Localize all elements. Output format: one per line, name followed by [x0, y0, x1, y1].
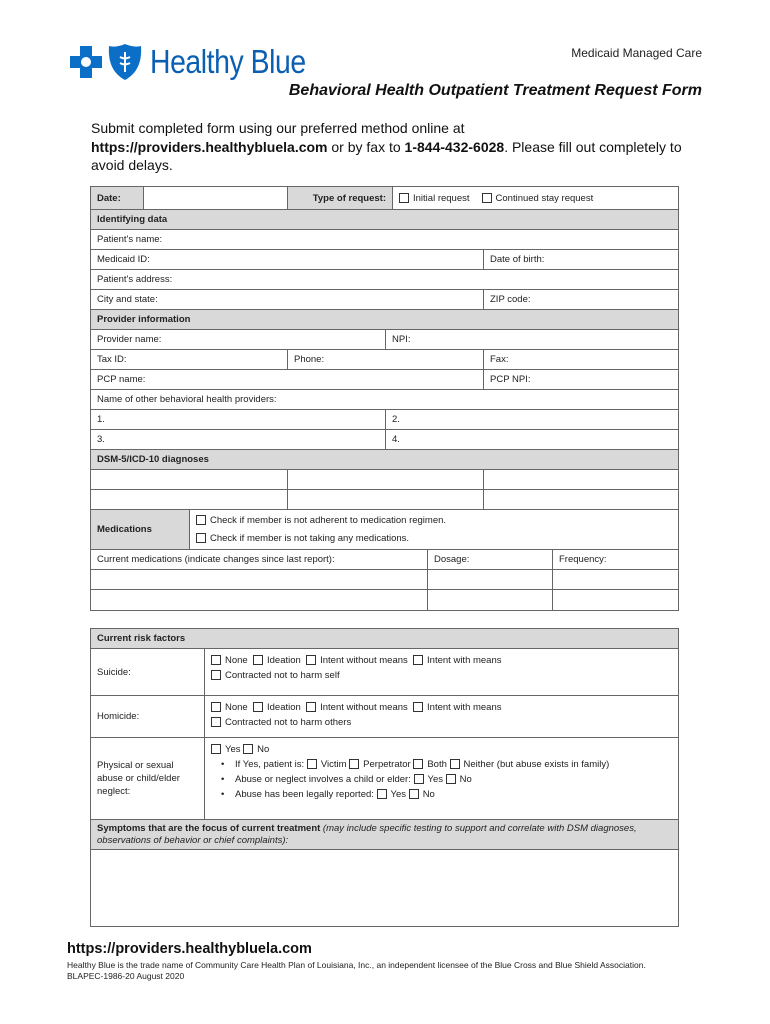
- homicide-ideation-checkbox[interactable]: [253, 702, 263, 712]
- pcp-name-field[interactable]: PCP name:: [97, 374, 146, 385]
- provider-2-field[interactable]: 2.: [385, 410, 678, 429]
- risk-header: [91, 629, 678, 649]
- homicide-label: Homicide:: [91, 696, 205, 737]
- homicide-none-checkbox[interactable]: [211, 702, 221, 712]
- medicaid-dob-row: [91, 250, 678, 270]
- initial-request-checkbox[interactable]: [399, 193, 409, 203]
- continued-stay-checkbox[interactable]: [482, 193, 492, 203]
- symptoms-textarea[interactable]: [91, 850, 678, 926]
- dosage-label: Dosage:: [427, 550, 552, 569]
- med-row-2: [91, 590, 678, 610]
- blue-cross-icon: [68, 44, 104, 80]
- intent-with-label: Intent with means: [427, 655, 502, 666]
- footer-code: BLAPEC-1986-20 August 2020: [67, 971, 185, 981]
- med-row-1: [91, 570, 678, 590]
- medicaid-id-field[interactable]: Medicaid ID:: [97, 254, 150, 265]
- victim-checkbox[interactable]: [307, 759, 317, 769]
- neither-label: Neither (but abuse exists in family): [463, 759, 610, 770]
- if-yes-label: If Yes, patient is:: [235, 759, 305, 770]
- date-field[interactable]: [143, 187, 287, 209]
- risk-header-label: Current risk factors: [97, 633, 186, 644]
- dsm-cell[interactable]: [483, 490, 678, 509]
- city-zip-row: [91, 290, 678, 310]
- tax-phone-fax-row: [91, 350, 678, 370]
- footer-url[interactable]: https://providers.healthybluela.com: [67, 941, 312, 957]
- contracted-self-label: Contracted not to harm self: [225, 670, 340, 681]
- dob-field[interactable]: Date of birth:: [483, 250, 678, 269]
- involves-yes-checkbox[interactable]: [414, 774, 424, 784]
- not-adherent-label: Check if member is not adherent to medication regimen.: [210, 514, 447, 526]
- dsm-cell[interactable]: [287, 490, 483, 509]
- dsm-cell[interactable]: [91, 470, 287, 489]
- dsm-cell[interactable]: [483, 470, 678, 489]
- pcp-npi-field[interactable]: PCP NPI:: [483, 370, 678, 389]
- med-frequency-cell[interactable]: [552, 590, 678, 610]
- provider-info-header: [91, 310, 678, 330]
- pcp-row: [91, 370, 678, 390]
- abuse-options: [205, 738, 678, 819]
- not-taking-label: Check if member is not taking any medications.: [210, 532, 410, 544]
- yes-label: Yes: [225, 744, 241, 755]
- contracted-others-checkbox[interactable]: [211, 717, 221, 727]
- phone-field[interactable]: Phone:: [287, 350, 483, 369]
- abuse-no-checkbox[interactable]: [243, 744, 253, 754]
- date-label: Date:: [91, 187, 143, 209]
- intro-text: [91, 119, 691, 175]
- suicide-row: [91, 649, 678, 696]
- other-providers-label: Name of other behavioral health providers:: [97, 394, 277, 405]
- not-taking-checkbox[interactable]: [196, 533, 206, 543]
- medications-options: [189, 510, 678, 549]
- med-dosage-cell[interactable]: [427, 590, 552, 610]
- fax-field[interactable]: Fax:: [483, 350, 678, 369]
- healthy-blue-logo: [68, 40, 331, 84]
- reported-yes-checkbox[interactable]: [377, 789, 387, 799]
- address-label: Patient's address:: [97, 274, 173, 285]
- med-name-cell[interactable]: [91, 590, 427, 610]
- address-row[interactable]: [91, 270, 678, 290]
- npi-field[interactable]: NPI:: [385, 330, 678, 349]
- footer-trademark: Healthy Blue is the trade name of Community Care Health Plan of Louisiana, Inc., an independent licensee of the Blue Cross and Blue Shield Association.: [67, 960, 646, 970]
- suicide-ideation-checkbox[interactable]: [253, 655, 263, 665]
- providers-3-4-row: [91, 430, 678, 450]
- dsm-label: DSM-5/ICD-10 diagnoses: [97, 454, 209, 465]
- other-providers-row: [91, 390, 678, 410]
- none-label: None: [225, 702, 248, 713]
- suicide-options: [205, 649, 678, 695]
- none-label: None: [225, 655, 248, 666]
- involves-label: Abuse or neglect involves a child or elder:: [235, 774, 411, 785]
- medicaid-managed-care-label: Medicaid Managed Care: [571, 46, 702, 60]
- med-dosage-cell[interactable]: [427, 570, 552, 589]
- ideation-label: Ideation: [267, 655, 301, 666]
- homicide-intent-without-checkbox[interactable]: [306, 702, 316, 712]
- intent-without-label: Intent without means: [320, 655, 408, 666]
- victim-label: Victim: [320, 759, 347, 770]
- intro-end: . Please fill out completely to avoid delays.: [91, 138, 682, 173]
- continued-stay-label: Continued stay request: [495, 192, 594, 204]
- current-meds-label: Current medications (indicate changes since last report):: [97, 554, 335, 565]
- city-state-field[interactable]: City and state:: [97, 294, 158, 305]
- yes-label: Yes: [390, 789, 407, 800]
- if-yes-line: [221, 757, 672, 772]
- suicide-none-checkbox[interactable]: [211, 655, 221, 665]
- abuse-row: [91, 738, 678, 820]
- contracted-self-checkbox[interactable]: [211, 670, 221, 680]
- homicide-row: [91, 696, 678, 738]
- perpetrator-label: Perpetrator: [363, 759, 411, 770]
- reported-no-checkbox[interactable]: [409, 789, 419, 799]
- blue-shield-icon: [108, 43, 142, 81]
- symptoms-label: [91, 820, 678, 849]
- intro-fax-text: or by fax to: [327, 138, 405, 155]
- current-meds-header-row: [91, 550, 678, 570]
- suicide-intent-with-checkbox[interactable]: [413, 655, 423, 665]
- perpetrator-checkbox[interactable]: [349, 759, 359, 769]
- intro-fax-number: 1-844-432-6028: [404, 138, 505, 155]
- med-frequency-cell[interactable]: [552, 570, 678, 589]
- intro-url[interactable]: https://providers.healthybluela.com: [91, 138, 328, 155]
- intent-without-label: Intent without means: [320, 702, 408, 713]
- dsm-cell[interactable]: [91, 490, 287, 509]
- provider-3-field[interactable]: 3.: [97, 434, 105, 445]
- symptoms-bold: Symptoms that are the focus of current treatment: [97, 823, 321, 834]
- identifying-data-header: [91, 210, 678, 230]
- contracted-others-label: Contracted not to harm others: [225, 717, 352, 728]
- intent-with-label: Intent with means: [427, 702, 502, 713]
- providers-1-2-row: [91, 410, 678, 430]
- dsm-row-2: [91, 490, 678, 510]
- footer-note: [67, 960, 687, 982]
- patient-name-row[interactable]: [91, 230, 678, 250]
- patient-name-label: Patient's name:: [97, 234, 163, 245]
- abuse-yes-checkbox[interactable]: [211, 744, 221, 754]
- intro-line1: Submit completed form using our preferred method online at: [91, 120, 465, 136]
- yes-label: Yes: [427, 774, 443, 785]
- both-checkbox[interactable]: [413, 759, 423, 769]
- identifying-data-label: Identifying data: [97, 214, 168, 225]
- initial-request-label: Initial request: [413, 192, 470, 204]
- suicide-intent-without-checkbox[interactable]: [306, 655, 316, 665]
- brand-name: Healthy Blue: [150, 43, 306, 80]
- risk-factors-table: [90, 628, 679, 927]
- med-name-cell[interactable]: [91, 570, 427, 589]
- dsm-row-1: [91, 470, 678, 490]
- symptoms-italic: (may include specific testing to support and correlate with DSM diagnoses, observations of behavior or chief complaints):: [97, 823, 637, 846]
- provider-1-field[interactable]: 1.: [97, 414, 105, 425]
- provider-npi-row: [91, 330, 678, 350]
- reported-line: [221, 787, 672, 802]
- symptoms-header: [91, 820, 678, 850]
- provider-name-field[interactable]: Provider name:: [97, 334, 162, 345]
- suicide-label: Suicide:: [91, 649, 205, 695]
- medications-row: [91, 510, 678, 550]
- form-title: Behavioral Health Outpatient Treatment Request Form: [288, 82, 702, 99]
- dsm-header: [91, 450, 678, 470]
- date-type-row: [91, 187, 678, 210]
- zip-field[interactable]: ZIP code:: [483, 290, 678, 309]
- involves-no-checkbox[interactable]: [446, 774, 456, 784]
- homicide-intent-with-checkbox[interactable]: [413, 702, 423, 712]
- reported-label: Abuse has been legally reported:: [235, 789, 374, 800]
- type-of-request-label: Type of request:: [287, 187, 392, 209]
- not-adherent-checkbox[interactable]: [196, 515, 206, 525]
- no-label: No: [459, 774, 472, 785]
- request-type-options: [392, 187, 678, 209]
- neither-checkbox[interactable]: [450, 759, 460, 769]
- provider-4-field[interactable]: 4.: [385, 430, 678, 449]
- no-label: No: [257, 744, 270, 755]
- dsm-cell[interactable]: [287, 470, 483, 489]
- ideation-label: Ideation: [267, 702, 301, 713]
- medications-label: Medications: [91, 510, 189, 549]
- provider-info-label: Provider information: [97, 314, 191, 325]
- abuse-label: Physical or sexual abuse or child/elder neglect:: [91, 738, 205, 819]
- homicide-options: [205, 696, 678, 737]
- both-label: Both: [427, 759, 447, 770]
- frequency-label: Frequency:: [552, 550, 678, 569]
- no-label: No: [422, 789, 435, 800]
- request-form-table: [90, 186, 679, 611]
- involves-line: [221, 772, 672, 787]
- tax-id-field[interactable]: Tax ID:: [97, 354, 127, 365]
